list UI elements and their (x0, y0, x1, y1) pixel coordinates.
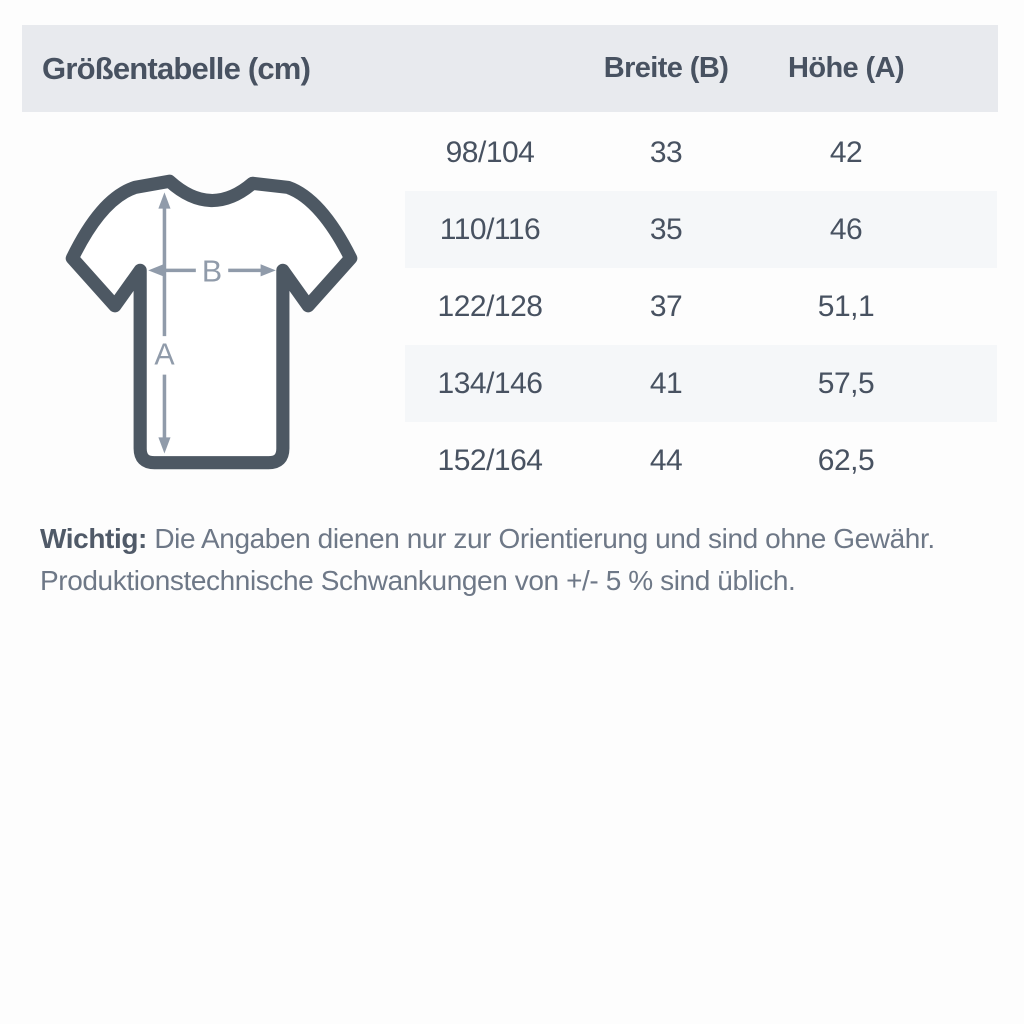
breite-cell: 44 (649, 443, 683, 477)
tshirt-measurement-diagram (58, 158, 362, 492)
hoehe-cell: 46 (829, 212, 863, 246)
disclaimer-note-bold: Wichtig: (40, 523, 147, 554)
breite-cell: 33 (649, 135, 683, 169)
size-cell: 122/128 (437, 289, 543, 323)
table-row (405, 345, 997, 422)
hoehe-cell: 62,5 (817, 443, 875, 477)
hoehe-cell: 42 (829, 135, 863, 169)
page-title: Größentabelle (cm) (42, 50, 311, 86)
size-table (405, 114, 997, 499)
width-label-b: B (201, 255, 223, 289)
breite-cell: 35 (649, 212, 683, 246)
disclaimer-note-line1: Die Angaben dienen nur zur Orientierung und sind ohne Gewähr. (146, 523, 935, 554)
disclaimer-note (40, 518, 960, 602)
hoehe-cell: 57,5 (817, 366, 875, 400)
breite-cell: 37 (649, 289, 683, 323)
table-row (405, 114, 997, 191)
table-row (405, 422, 997, 499)
size-cell: 98/104 (445, 135, 535, 169)
hoehe-cell: 51,1 (817, 289, 875, 323)
size-cell: 152/164 (437, 443, 543, 477)
tshirt-icon (58, 158, 362, 492)
table-row (405, 191, 997, 268)
column-header-hoehe: Höhe (A) (787, 52, 904, 84)
size-cell: 110/116 (439, 212, 541, 246)
table-row (405, 268, 997, 345)
tshirt-outline (72, 181, 350, 462)
height-label-a: A (154, 338, 175, 372)
disclaimer-note-line2: Produktionstechnische Schwankungen von +/- 5 % sind üblich. (40, 565, 796, 596)
table-header-bar (22, 25, 998, 112)
size-cell: 134/146 (437, 366, 543, 400)
column-header-breite: Breite (B) (603, 52, 729, 84)
breite-cell: 41 (649, 366, 683, 400)
